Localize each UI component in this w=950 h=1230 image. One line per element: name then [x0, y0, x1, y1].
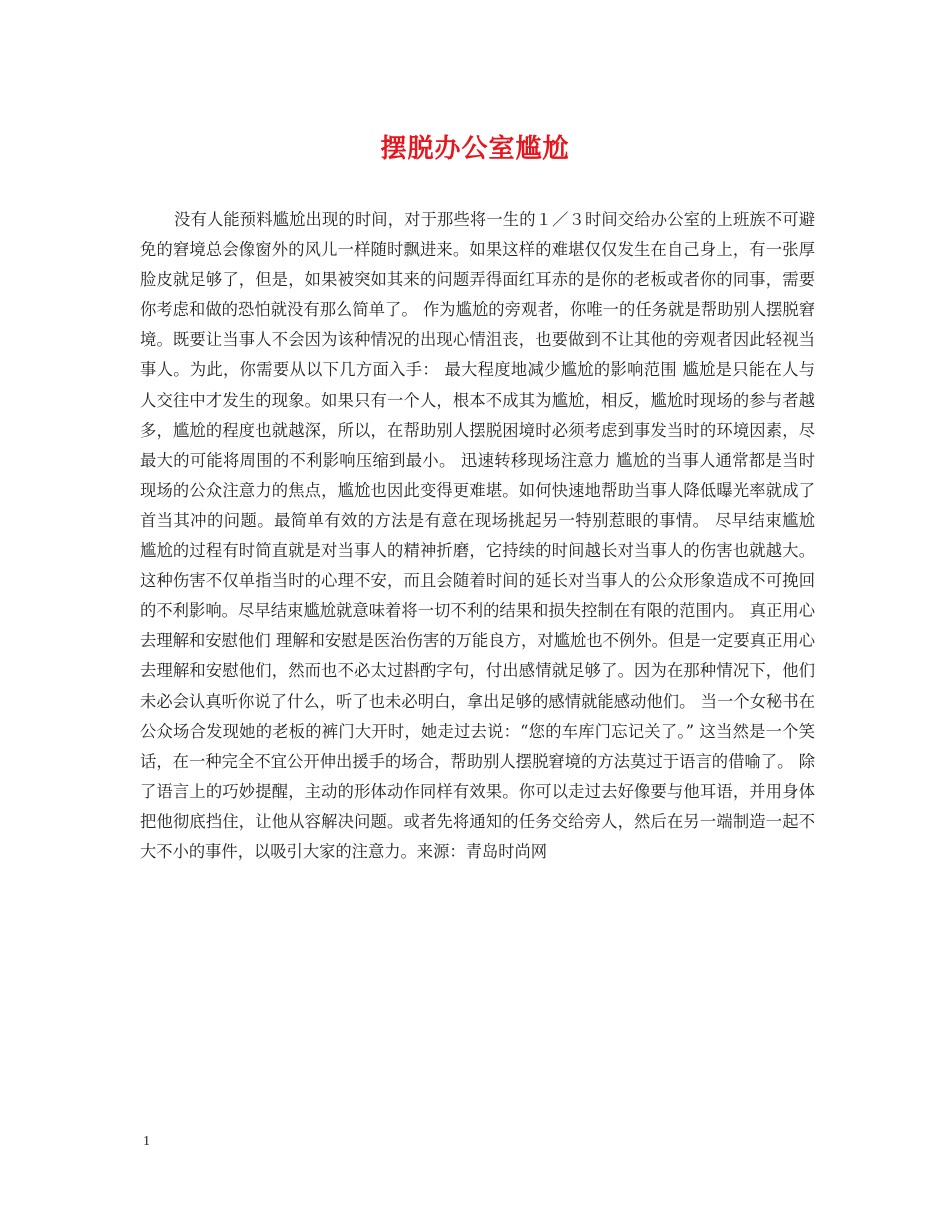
document-title: 摆脱办公室尴尬: [380, 134, 570, 164]
page-number: 1: [143, 1134, 150, 1149]
document-body: 没有人能预料尴尬出现的时间，对于那些将一生的１／３时间交给办公室的上班族不可避免的窘境总会像窗外的风儿一样随时飘进来。如果这样的难堪仅仅发生在自己身上，有一张厚脸皮就足够了，但是，如果被突如其来的问题弄得面红耳赤的是你的老板或者你的同事，需要你考虑和做的恐怕就没有那么简单了。 作为尴尬的旁观者，你唯一的任务就是帮助别人摆脱窘境。既要让当事人不会因为该种情况的出现心情沮丧，也要做到不让其他的旁观者因此轻视当事人。为此，你需要从以下几方面入手： 最大程度地减少尴尬的影响范围 尴尬是只能在人与人交往中才发生的现象。如果只有一个人，根本不成其为尴尬，相反，尴尬时现场的参与者越多，尴尬的程度也就越深，所以，在帮助别人摆脱困境时必须考虑到事发当时的环境因素，尽最大的可能将周围的不利影响压缩到最小。 迅速转移现场注意力 尴尬的当事人通常都是当时现场的公众注意力的焦点，尴尬也因此变得更难堪。如何快速地帮助当事人降低曝光率就成了首当其冲的问题。最简单有效的方法是有意在现场挑起另一特别惹眼的事情。 尽早结束尴尬 尴尬的过程有时简直就是对当事人的精神折磨，它持续的时间越长对当事人的伤害也就越大。这种伤害不仅单指当时的心理不安，而且会随着时间的延长对当事人的公众形象造成不可挽回的不利影响。尽早结束尴尬就意味着将一切不利的结果和损失控制在有限的范围内。 真正用心去理解和安慰他们 理解和安慰是医治伤害的万能良方，对尴尬也不例外。但是一定要真正用心去理解和安慰他们，然而也不必太过斟酌字句，付出感情就足够了。因为在那种情况下，他们未必会认真听你说了什么，听了也未必明白，拿出足够的感情就能感动他们。 当一个女秘书在公众场合发现她的老板的裤门大开时，她走过去说：“您的车库门忘记关了。” 这当然是一个笑话，在一种完全不宜公开伸出援手的场合，帮助别人摆脱窘境的方法莫过于语言的借喻了。 除了语言上的巧妙提醒，主动的形体动作同样有效果。你可以走过去好像要与他耳语，并用身体把他彻底挡住，让他从容解决问题。或者先将通知的任务交给旁人，然后在另一端制造一起不大不小的事件，以吸引大家的注意力。来源：青岛时尚网: [140, 210, 815, 861]
